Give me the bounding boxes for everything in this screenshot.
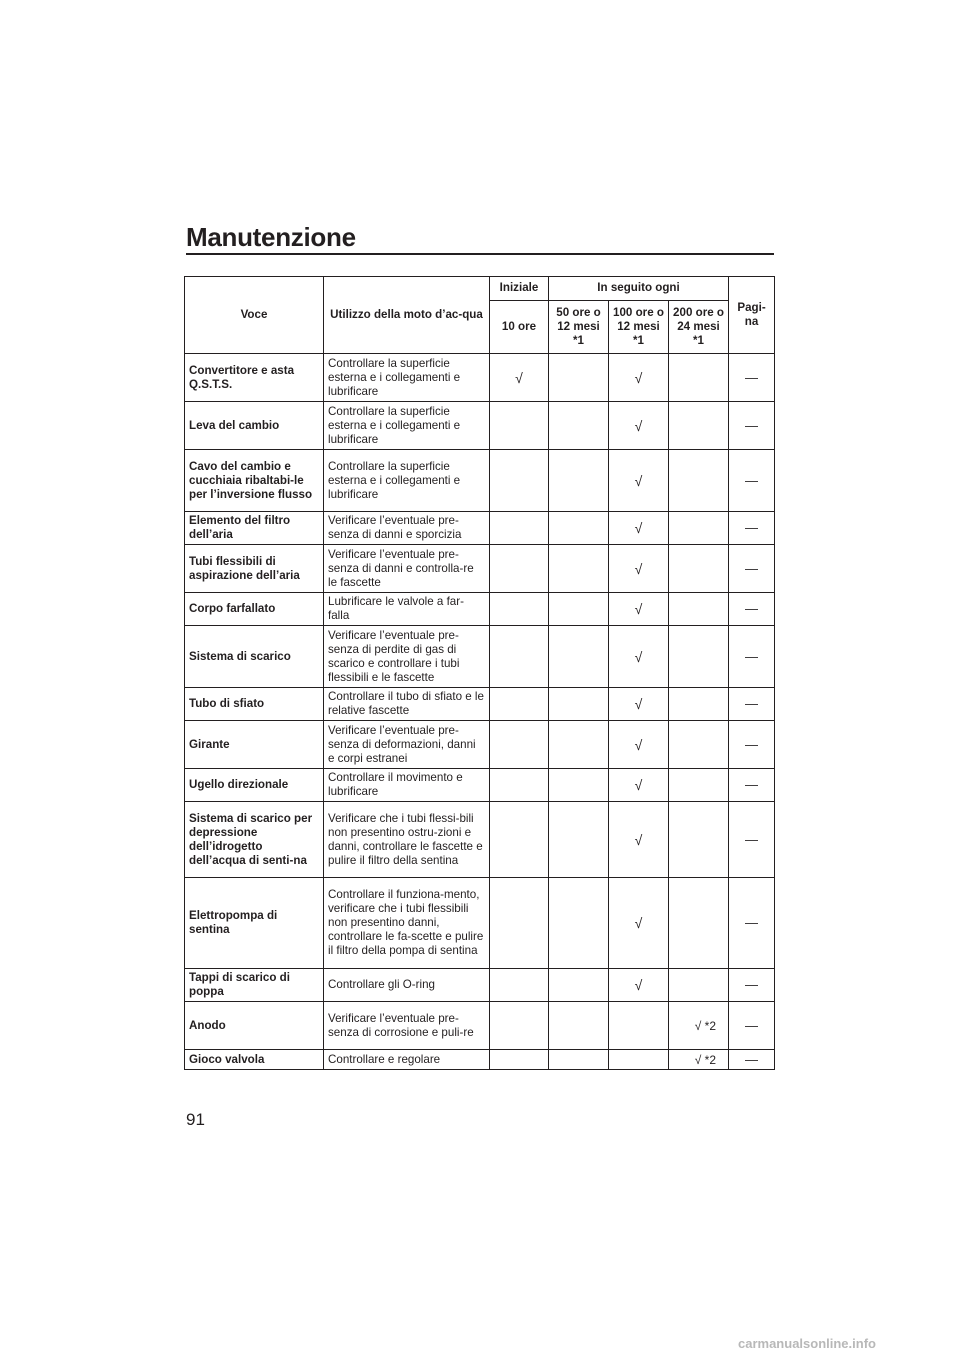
cell-utilizzo: Verificare l’eventuale pre-senza di deformazioni, danni e corpi estranei — [324, 721, 490, 769]
cell-10-ore — [490, 450, 549, 512]
cell-10-ore — [490, 721, 549, 769]
cell-100-ore: √ — [609, 626, 669, 688]
cell-utilizzo: Verificare l’eventuale pre-senza di danni e controlla-re le fascette — [324, 545, 490, 593]
cell-100-ore — [609, 1050, 669, 1070]
cell-200-ore — [669, 593, 729, 626]
table-row — [185, 626, 775, 688]
cell-pagina: — — [729, 802, 775, 878]
table-row — [185, 1002, 775, 1050]
cell-10-ore — [490, 512, 549, 545]
cell-200-ore: √ *2 — [669, 1002, 729, 1050]
cell-100-ore: √ — [609, 969, 669, 1002]
header-50-ore: 50 ore o 12 mesi *1 — [549, 300, 609, 353]
cell-voce: Tubo di sfiato — [185, 688, 324, 721]
cell-10-ore — [490, 769, 549, 802]
cell-50-ore — [549, 593, 609, 626]
watermark: carmanualsonline.info — [738, 1336, 876, 1351]
cell-10-ore — [490, 802, 549, 878]
table-body — [185, 354, 775, 1070]
cell-50-ore — [549, 969, 609, 1002]
cell-voce: Anodo — [185, 1002, 324, 1050]
cell-utilizzo: Verificare l’eventuale pre-senza di danni e sporcizia — [324, 512, 490, 545]
cell-utilizzo: Verificare l’eventuale pre-senza di corrosione e puli-re — [324, 1002, 490, 1050]
cell-50-ore — [549, 1050, 609, 1070]
header-iniziale: Iniziale — [490, 277, 549, 301]
header-100-ore: 100 ore o 12 mesi *1 — [609, 300, 669, 353]
page-number: 91 — [186, 1110, 205, 1129]
cell-voce: Cavo del cambio e cucchiaia ribaltabi-le per l’inversione flusso — [185, 450, 324, 512]
cell-200-ore — [669, 626, 729, 688]
cell-10-ore — [490, 545, 549, 593]
header-in-seguito: In seguito ogni — [549, 277, 729, 301]
table-row — [185, 802, 775, 878]
cell-200-ore — [669, 769, 729, 802]
header-voce: Voce — [185, 277, 324, 354]
table-row — [185, 402, 775, 450]
cell-200-ore — [669, 354, 729, 402]
cell-utilizzo: Controllare il movimento e lubrificare — [324, 769, 490, 802]
cell-10-ore — [490, 402, 549, 450]
cell-100-ore: √ — [609, 721, 669, 769]
cell-100-ore: √ — [609, 593, 669, 626]
cell-50-ore — [549, 354, 609, 402]
cell-pagina: — — [729, 721, 775, 769]
cell-100-ore: √ — [609, 878, 669, 969]
cell-10-ore — [490, 969, 549, 1002]
table-row — [185, 593, 775, 626]
table-row — [185, 878, 775, 969]
cell-100-ore: √ — [609, 769, 669, 802]
cell-pagina: — — [729, 354, 775, 402]
table-row — [185, 450, 775, 512]
table-row — [185, 769, 775, 802]
cell-10-ore — [490, 1050, 549, 1070]
cell-voce: Gioco valvola — [185, 1050, 324, 1070]
cell-50-ore — [549, 721, 609, 769]
cell-utilizzo: Controllare e regolare — [324, 1050, 490, 1070]
cell-voce: Tubi flessibili di aspirazione dell’aria — [185, 545, 324, 593]
cell-10-ore — [490, 1002, 549, 1050]
cell-voce: Leva del cambio — [185, 402, 324, 450]
cell-100-ore: √ — [609, 688, 669, 721]
cell-utilizzo: Verificare che i tubi flessi-bili non presentino ostru-zioni e danni, controllare le fascette e pulire il filtro della sentina — [324, 802, 490, 878]
cell-pagina: — — [729, 688, 775, 721]
cell-utilizzo: Controllare la superficie esterna e i collegamenti e lubrificare — [324, 402, 490, 450]
cell-utilizzo: Controllare gli O-ring — [324, 969, 490, 1002]
cell-200-ore — [669, 802, 729, 878]
cell-50-ore — [549, 545, 609, 593]
cell-voce: Tappi di scarico di poppa — [185, 969, 324, 1002]
cell-utilizzo: Verificare l’eventuale pre-senza di perdite di gas di scarico e controllare i tubi flessibili e le fascette — [324, 626, 490, 688]
cell-50-ore — [549, 769, 609, 802]
cell-200-ore — [669, 512, 729, 545]
cell-50-ore — [549, 626, 609, 688]
table-row — [185, 1050, 775, 1070]
cell-utilizzo: Lubrificare le valvole a far-falla — [324, 593, 490, 626]
cell-100-ore: √ — [609, 545, 669, 593]
cell-50-ore — [549, 450, 609, 512]
cell-200-ore — [669, 969, 729, 1002]
cell-100-ore: √ — [609, 450, 669, 512]
cell-50-ore — [549, 878, 609, 969]
header-pagina: Pagi-na — [729, 277, 775, 354]
table-row — [185, 969, 775, 1002]
header-10-ore: 10 ore — [490, 300, 549, 353]
cell-50-ore — [549, 512, 609, 545]
cell-utilizzo: Controllare la superficie esterna e i collegamenti e lubrificare — [324, 354, 490, 402]
cell-100-ore — [609, 1002, 669, 1050]
cell-voce: Convertitore e asta Q.S.T.S. — [185, 354, 324, 402]
cell-pagina: — — [729, 878, 775, 969]
cell-50-ore — [549, 688, 609, 721]
cell-200-ore — [669, 688, 729, 721]
cell-100-ore: √ — [609, 402, 669, 450]
cell-10-ore — [490, 593, 549, 626]
cell-100-ore: √ — [609, 512, 669, 545]
table-row — [185, 688, 775, 721]
cell-utilizzo: Controllare la superficie esterna e i collegamenti e lubrificare — [324, 450, 490, 512]
cell-200-ore — [669, 878, 729, 969]
header-utilizzo: Utilizzo della moto d’ac-qua — [324, 277, 490, 354]
maintenance-table — [184, 276, 775, 1070]
cell-10-ore — [490, 688, 549, 721]
cell-200-ore — [669, 545, 729, 593]
table-row — [185, 354, 775, 402]
cell-200-ore — [669, 450, 729, 512]
cell-10-ore — [490, 626, 549, 688]
cell-utilizzo: Controllare il funziona-mento, verificare che i tubi flessibili non presentino danni, controllare le fa-scette e pulire il filtro della pompa di sentina — [324, 878, 490, 969]
cell-voce: Sistema di scarico — [185, 626, 324, 688]
cell-voce: Girante — [185, 721, 324, 769]
cell-pagina: — — [729, 626, 775, 688]
cell-100-ore: √ — [609, 802, 669, 878]
cell-voce: Elemento del filtro dell’aria — [185, 512, 324, 545]
cell-pagina: — — [729, 1002, 775, 1050]
cell-pagina: — — [729, 450, 775, 512]
cell-10-ore: √ — [490, 354, 549, 402]
cell-50-ore — [549, 1002, 609, 1050]
cell-pagina: — — [729, 769, 775, 802]
cell-10-ore — [490, 878, 549, 969]
cell-pagina: — — [729, 402, 775, 450]
table-row — [185, 721, 775, 769]
cell-pagina: — — [729, 512, 775, 545]
cell-50-ore — [549, 802, 609, 878]
cell-100-ore: √ — [609, 354, 669, 402]
cell-pagina: — — [729, 1050, 775, 1070]
cell-pagina: — — [729, 545, 775, 593]
table-row — [185, 512, 775, 545]
cell-200-ore — [669, 402, 729, 450]
cell-200-ore: √ *2 — [669, 1050, 729, 1070]
title-rule — [186, 253, 774, 255]
page-title: Manutenzione — [186, 222, 356, 252]
cell-pagina: — — [729, 969, 775, 1002]
cell-pagina: — — [729, 593, 775, 626]
cell-voce: Sistema di scarico per depressione dell’idrogetto dell’acqua di senti-na — [185, 802, 324, 878]
header-200-ore: 200 ore o 24 mesi *1 — [669, 300, 729, 353]
cell-utilizzo: Controllare il tubo di sfiato e le relative fascette — [324, 688, 490, 721]
cell-voce: Ugello direzionale — [185, 769, 324, 802]
cell-voce: Elettropompa di sentina — [185, 878, 324, 969]
table-row — [185, 545, 775, 593]
cell-50-ore — [549, 402, 609, 450]
cell-200-ore — [669, 721, 729, 769]
cell-voce: Corpo farfallato — [185, 593, 324, 626]
